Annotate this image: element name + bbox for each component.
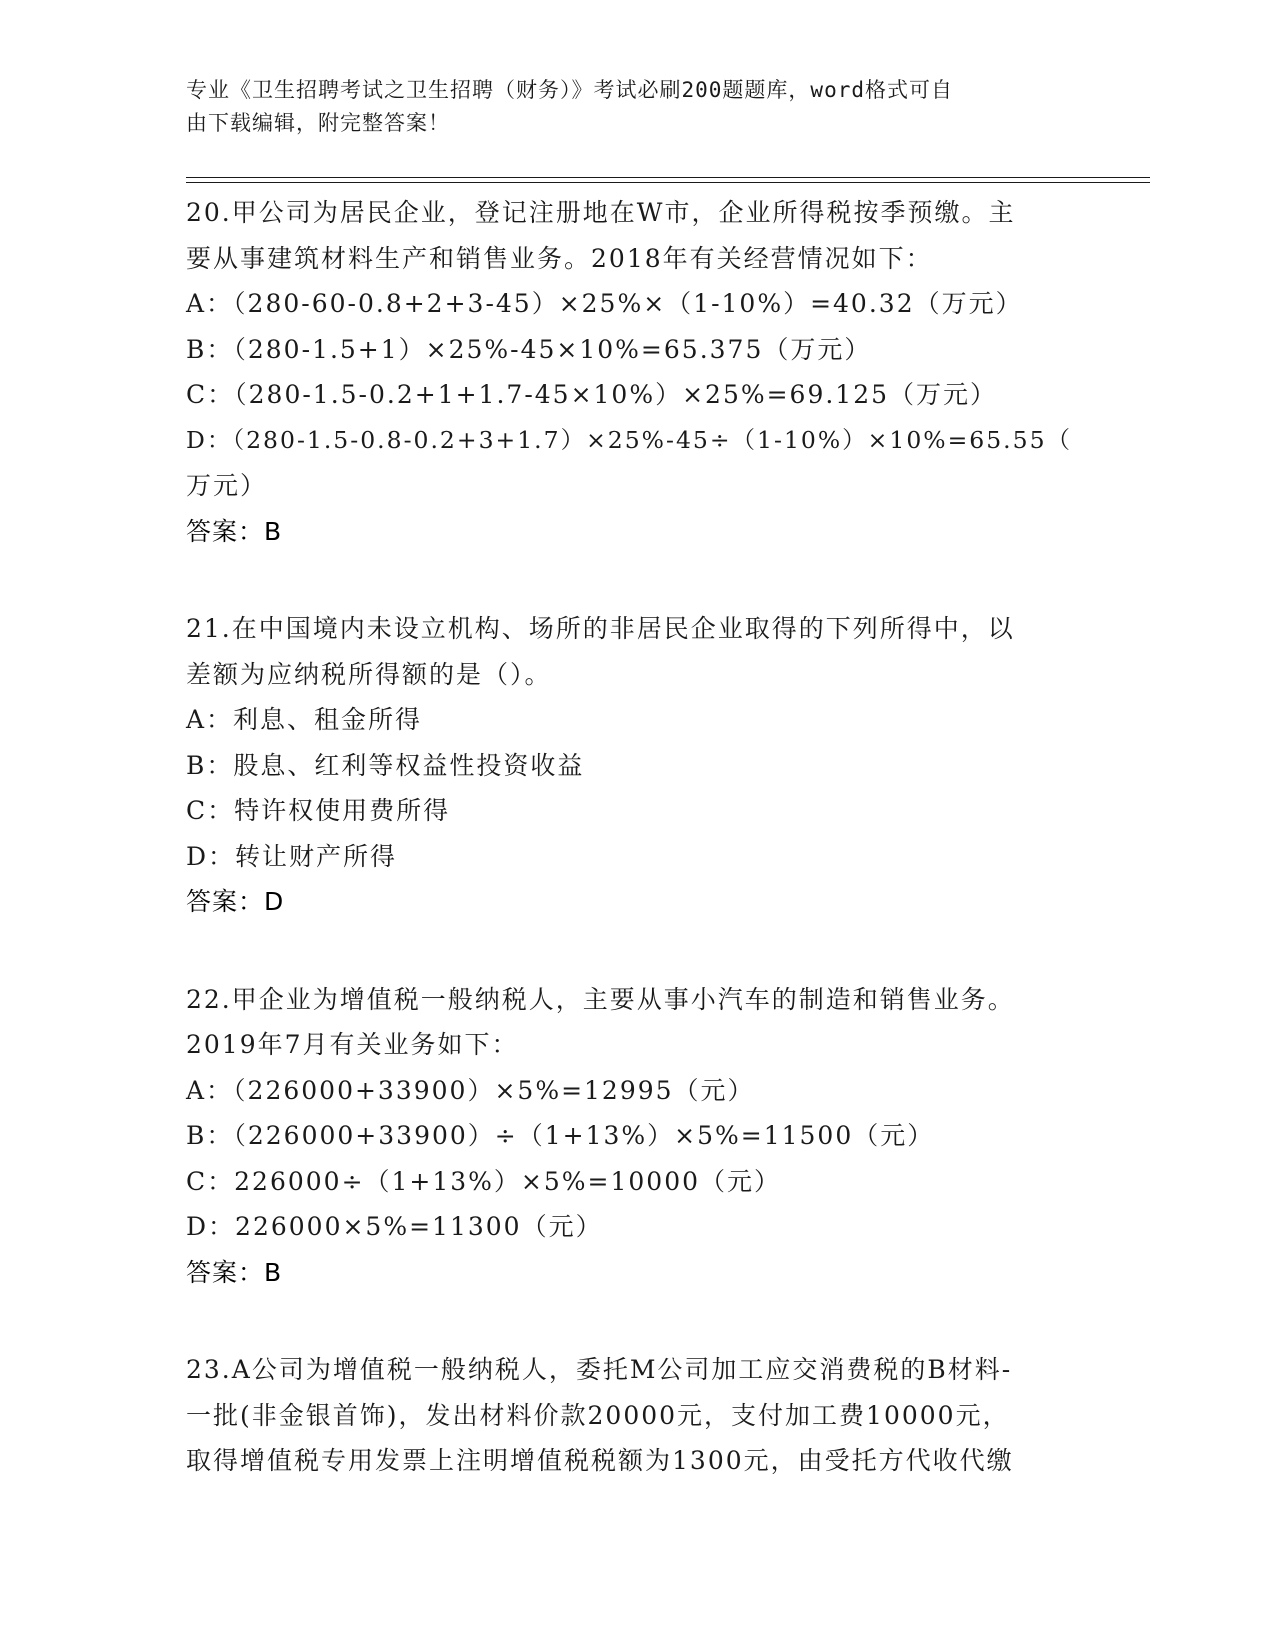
- option-a: A：（226000+33900）×5%=12995（元）: [186, 1075, 755, 1105]
- option-d-continued: 万元）: [186, 471, 268, 500]
- option-b: B：股息、红利等权益性投资收益: [186, 750, 585, 780]
- option-b: B：（226000+33900）÷（1+13%）×5%=11500（元）: [186, 1121, 935, 1150]
- question-stem-line: 一批(非金银首饰)，发出材料价款20000元，支付加工费10000元，: [186, 1400, 1010, 1430]
- question-stem-line: 22.甲企业为增值税一般纳税人，主要从事小汽车的制造和销售业务。: [186, 984, 1015, 1014]
- question-list: [186, 190, 1086, 1484]
- header-line-1: 专业《卫生招聘考试之卫生招聘（财务）》考试必刷200题题库，word格式可自: [186, 78, 953, 102]
- answer-line: 答案：B: [186, 1257, 283, 1287]
- option-a: A：利息、租金所得: [186, 705, 423, 734]
- question-stem-line: 取得增值税专用发票上注明增值税税额为1300元，由受托方代收代缴: [186, 1446, 1014, 1475]
- option-d: D：（280-1.5-0.8-0.2+3+1.7）×25%-45÷（1-10%）×10%=65.55（: [186, 425, 1073, 454]
- document-header: [186, 74, 1066, 140]
- question-stem-line: 23.A公司为增值税一般纳税人，委托M公司加工应交消费税的B材料-: [186, 1355, 1013, 1384]
- header-divider-top: [186, 177, 1150, 178]
- answer-line: 答案：B: [186, 516, 283, 546]
- header-divider-bottom: [186, 182, 1150, 183]
- option-d: D：226000×5%=11300（元）: [186, 1212, 603, 1241]
- question-stem-line: 20.甲公司为居民企业，登记注册地在W市，企业所得税按季预缴。主: [186, 198, 1016, 227]
- option-a: A：（280-60-0.8+2+3-45）×25%×（1-10%）=40.32（万元）: [186, 289, 1023, 318]
- question-23: [186, 1347, 1086, 1484]
- question-stem-line: 21.在中国境内未设立机构、场所的非居民企业取得的下列所得中，以: [186, 614, 1015, 643]
- header-line-2: 由下载编辑，附完整答案！: [186, 111, 450, 135]
- question-stem-line: 差额为应纳税所得额的是（）。: [186, 659, 552, 689]
- question-stem-line: 要从事建筑材料生产和销售业务。2018年有关经营情况如下：: [186, 243, 933, 273]
- question-22: [186, 977, 1086, 1296]
- question-20: [186, 190, 1086, 554]
- option-c: C：（280-1.5-0.2+1+1.7-45×10%）×25%=69.125（万元）: [186, 380, 998, 409]
- option-c: C：226000÷（1+13%）×5%=10000（元）: [186, 1166, 782, 1196]
- answer-line: 答案：D: [186, 887, 285, 916]
- option-c: C：特许权使用费所得: [186, 796, 451, 825]
- option-d: D：转让财产所得: [186, 841, 398, 871]
- question-21: [186, 606, 1086, 925]
- option-b: B：（280-1.5+1）×25%-45×10%=65.375（万元）: [186, 334, 872, 364]
- question-stem-line: 2019年7月有关业务如下：: [186, 1030, 519, 1059]
